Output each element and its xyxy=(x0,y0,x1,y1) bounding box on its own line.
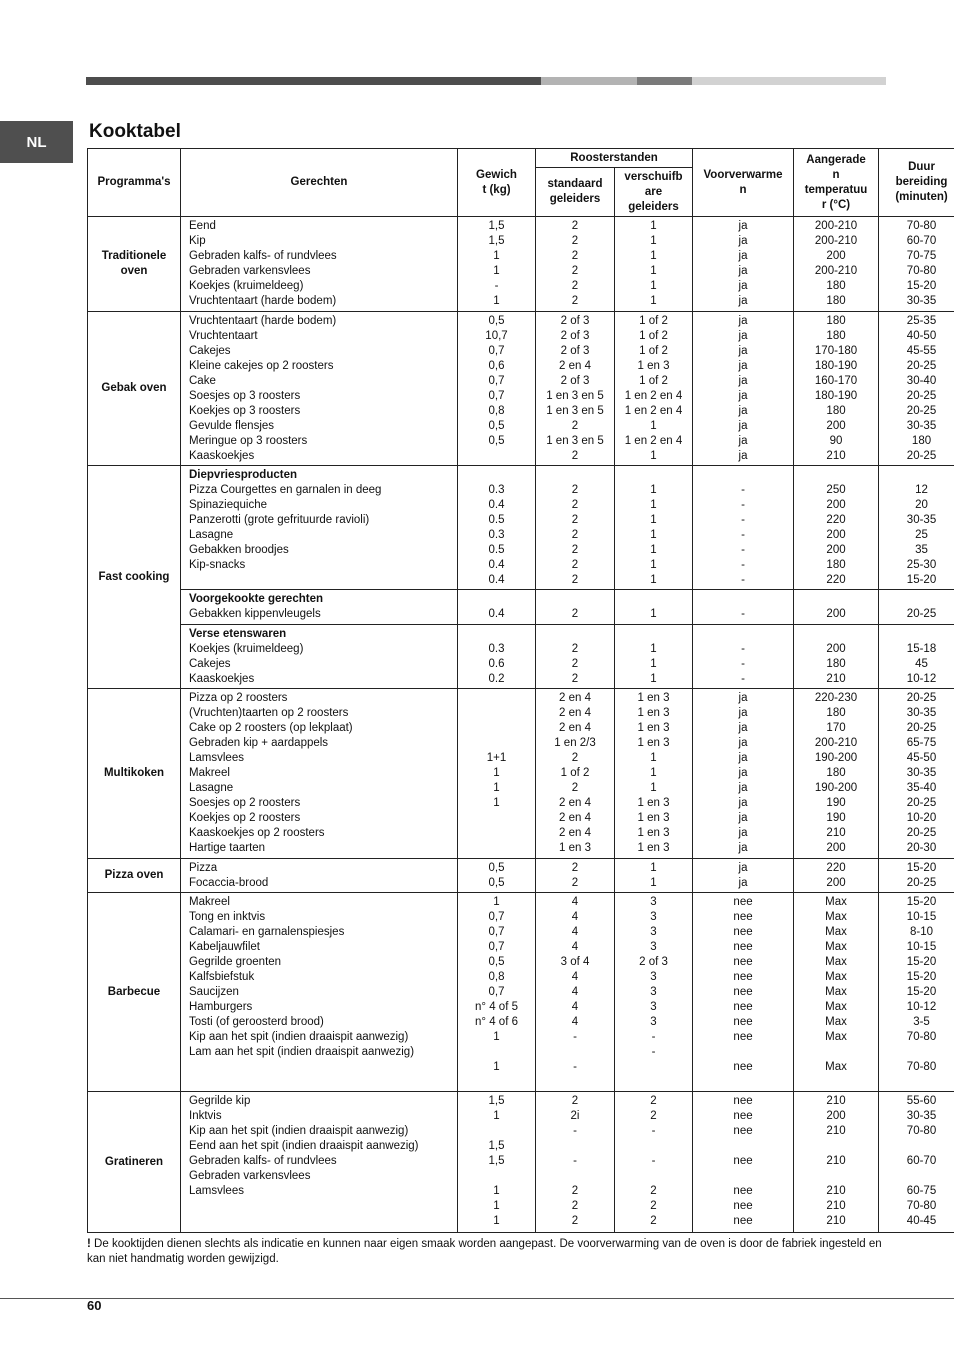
page-number: 60 xyxy=(87,1298,102,1313)
duration-cell-text: 20-25 30-35 20-25 65-75 45-50 30-35 35-40 20-25 10-20 20-25 20-30 xyxy=(906,692,937,854)
header-bar-segment xyxy=(692,77,886,85)
program-name: Pizza oven xyxy=(88,859,181,893)
preheat-cell xyxy=(693,625,794,689)
temperature-cell-text: 200 180 210 xyxy=(826,643,846,685)
duration-cell-text: 15-20 20-25 xyxy=(906,862,937,889)
dish-item: Pizza xyxy=(189,862,218,874)
temperature-cell-text: 210 200 210 210 210 210 210 xyxy=(826,1095,846,1227)
temperature-cell xyxy=(794,689,879,859)
dish-item: (Vruchten)taarten op 2 roosters xyxy=(189,707,349,719)
standard-rack-cell xyxy=(536,312,615,466)
dish-item: Kip-snacks xyxy=(189,559,246,571)
table-row xyxy=(88,689,954,859)
temperature-cell xyxy=(794,1092,879,1233)
standard-rack-cell xyxy=(536,466,615,590)
weight-cell xyxy=(458,689,536,859)
preheat-cell xyxy=(693,1092,794,1233)
table-row xyxy=(88,217,954,312)
sliding-rack-cell-text: 1 1 1 1 1 1 xyxy=(650,220,657,307)
sliding-rack-cell xyxy=(615,893,693,1092)
header-duur: Duur bereiding (minuten) xyxy=(879,149,954,217)
cooking-table xyxy=(87,148,954,1233)
temperature-cell-text: 200-210 200-210 200 200-210 180 180 xyxy=(814,220,858,307)
preheat-cell-text: - - - xyxy=(741,643,745,685)
standard-rack-cell-text: 2 of 3 2 of 3 2 of 3 2 en 4 2 of 3 1 en 3 en 5 1 en 3 en 5 2 1 en 3 en 5 2 xyxy=(546,315,604,462)
program-name: Multikoken xyxy=(88,689,181,859)
dish-item: Cakejes xyxy=(189,345,231,357)
dish-item: Kip xyxy=(189,235,206,247)
sliding-rack-cell xyxy=(615,1092,693,1233)
duration-cell xyxy=(879,217,954,312)
dish-item: Kaaskoekjes op 2 roosters xyxy=(189,827,325,839)
sliding-rack-cell xyxy=(615,859,693,893)
standard-rack-cell-text: 2 2 xyxy=(571,862,579,889)
standard-rack-cell xyxy=(536,859,615,893)
header-color-bar xyxy=(86,77,886,85)
sliding-rack-cell xyxy=(615,590,693,625)
dish-item: Lamsvlees xyxy=(189,752,244,764)
standard-rack-cell-text: 2 xyxy=(571,608,579,620)
weight-cell-text: 1+1 1 1 1 xyxy=(486,752,507,809)
dish-item: Saucijzen xyxy=(189,986,239,998)
standard-rack-cell-text: 2 2 2 2 2 2 2 xyxy=(571,484,579,586)
dish-item: Koekjes (kruimeldeeg) xyxy=(189,643,304,655)
dish-list xyxy=(181,590,458,625)
weight-cell-text: 0.3 0.4 0.5 0.3 0.5 0.4 0.4 xyxy=(488,484,505,586)
sliding-rack-cell-text: 1 of 2 1 of 2 1 of 2 1 en 3 1 of 2 1 en 2 en 4 1 en 2 en 4 1 1 en 2 en 4 1 xyxy=(624,315,683,462)
sliding-rack-cell xyxy=(615,689,693,859)
preheat-cell-text: ja ja xyxy=(738,862,748,889)
weight-cell xyxy=(458,893,536,1092)
dish-item: Kaaskoekjes xyxy=(189,673,255,685)
dish-item: Cakejes xyxy=(189,658,231,670)
dish-item: Gebraden kalfs- of rundvlees xyxy=(189,1155,337,1167)
duration-cell xyxy=(879,312,954,466)
dish-list xyxy=(181,312,458,466)
preheat-cell-text: - xyxy=(741,608,745,620)
duration-cell-text: 25-35 40-50 45-55 20-25 30-40 20-25 20-25 30-35 180 20-25 xyxy=(906,315,937,462)
program-name: Traditionele oven xyxy=(88,217,181,312)
table-body xyxy=(88,217,954,1233)
preheat-cell xyxy=(693,689,794,859)
sliding-rack-cell xyxy=(615,466,693,590)
language-tab: NL xyxy=(0,121,73,163)
temperature-cell-text: 250 200 220 200 200 180 220 xyxy=(826,484,846,586)
dish-item: Koekjes op 3 roosters xyxy=(189,405,301,417)
sliding-rack-cell-text: 1 xyxy=(650,608,657,620)
standard-rack-cell xyxy=(536,893,615,1092)
dish-item: Gebraden varkensvlees xyxy=(189,1170,311,1182)
dish-item: Kleine cakejes op 2 roosters xyxy=(189,360,334,372)
dish-item: Spinaziequiche xyxy=(189,499,268,511)
dish-item: Tosti (of geroosterd brood) xyxy=(189,1016,324,1028)
sliding-rack-cell xyxy=(615,312,693,466)
dish-item: Gebraden kip + aardappels xyxy=(189,737,329,749)
dish-item: Panzerotti (grote gefrituurde ravioli) xyxy=(189,514,370,526)
dish-item: Gegrilde kip xyxy=(189,1095,251,1107)
standard-rack-cell xyxy=(536,590,615,625)
dish-item: Lasagne xyxy=(189,529,234,541)
weight-cell-text: 1 0,7 0,7 0,7 0,5 0,8 0,7 n° 4 of 5 n° 4 of 6 1 1 xyxy=(475,896,518,1073)
duration-cell-text: 12 20 30-35 25 35 25-30 15-20 xyxy=(906,484,937,586)
weight-cell-text: 0,5 10,7 0,7 0,6 0,7 0,7 0,8 0,5 0,5 xyxy=(485,315,508,447)
weight-cell-text: 0.3 0.6 0.2 xyxy=(488,643,505,685)
dish-item: Calamari- en garnalenspiesjes xyxy=(189,926,345,938)
standard-rack-cell xyxy=(536,689,615,859)
dish-item: Pizza Courgettes en garnalen in deeg xyxy=(189,484,382,496)
dish-list xyxy=(181,893,458,1092)
weight-cell xyxy=(458,590,536,625)
weight-cell-text: 0,5 0,5 xyxy=(488,862,505,889)
page-title: Kooktabel xyxy=(89,121,181,142)
dish-item: Gebraden varkensvlees xyxy=(189,265,311,277)
dish-item: Cake op 2 roosters (op lekplaat) xyxy=(189,722,353,734)
temperature-cell xyxy=(794,312,879,466)
dish-list xyxy=(181,689,458,859)
weight-cell xyxy=(458,859,536,893)
program-name: Barbecue xyxy=(88,893,181,1092)
duration-cell-text: 20-25 xyxy=(906,608,937,620)
preheat-cell-text: ja ja ja ja ja ja xyxy=(738,220,748,307)
dish-item: Koekjes (kruimeldeeg) xyxy=(189,280,304,292)
sliding-rack-cell-text: 2 2 - - 2 2 2 xyxy=(650,1095,657,1227)
weight-cell-text: 0.4 xyxy=(488,608,505,620)
dish-item: Hartige taarten xyxy=(189,842,266,854)
preheat-cell xyxy=(693,312,794,466)
duration-cell xyxy=(879,689,954,859)
duration-cell xyxy=(879,590,954,625)
duration-cell xyxy=(879,859,954,893)
temperature-cell xyxy=(794,859,879,893)
dish-item: Focaccia-brood xyxy=(189,877,269,889)
temperature-cell-text: Max Max Max Max Max Max Max Max Max Max Max xyxy=(825,896,847,1073)
dish-category: Verse etenswaren xyxy=(189,628,287,640)
dish-item: Gevulde flensjes xyxy=(189,420,275,432)
header-bar-segment xyxy=(86,77,541,85)
header-programma: Programma's xyxy=(88,149,181,217)
dish-list xyxy=(181,859,458,893)
dish-list xyxy=(181,625,458,689)
dish-item: Kalfsbiefstuk xyxy=(189,971,255,983)
dish-item: Lamsvlees xyxy=(189,1185,244,1197)
temperature-cell-text: 200 xyxy=(826,608,846,620)
header-bar-segment xyxy=(637,77,692,85)
header-temperatuur: Aangerade n temperatuu r (°C) xyxy=(794,149,879,217)
program-name: Gebak oven xyxy=(88,312,181,466)
table-row xyxy=(88,466,954,590)
header-standaard: standaard geleiders xyxy=(536,168,615,217)
note-mark: ! xyxy=(87,1238,91,1250)
preheat-cell-text: ja ja ja ja ja ja ja ja ja ja xyxy=(738,315,748,462)
standard-rack-cell xyxy=(536,625,615,689)
temperature-cell-text: 220 200 xyxy=(826,862,846,889)
dish-item: Eend xyxy=(189,220,216,232)
dish-item: Soesjes op 3 roosters xyxy=(189,390,301,402)
preheat-cell-text: nee nee nee nee nee nee nee nee nee nee nee xyxy=(733,896,753,1073)
table-row xyxy=(88,859,954,893)
dish-item: Inktvis xyxy=(189,1110,222,1122)
dish-list xyxy=(181,466,458,590)
dish-item: Eend aan het spit (indien draaispit aanwezig) xyxy=(189,1140,419,1152)
dish-item: Kabeljauwfilet xyxy=(189,941,260,953)
program-name: Fast cooking xyxy=(88,466,181,689)
temperature-cell-text: 180 180 170-180 180-190 160-170 180-190 180 200 90 210 xyxy=(814,315,858,462)
table-row xyxy=(88,312,954,466)
temperature-cell xyxy=(794,217,879,312)
preheat-cell-text: ja ja ja ja ja ja ja ja ja ja ja xyxy=(738,692,748,854)
temperature-cell xyxy=(794,625,879,689)
sliding-rack-cell-text: 1 1 1 xyxy=(650,643,657,685)
dish-item: Vruchtentaart (harde bodem) xyxy=(189,295,337,307)
preheat-cell xyxy=(693,466,794,590)
sliding-rack-cell-text: 1 1 xyxy=(650,862,657,889)
dish-list xyxy=(181,1092,458,1233)
duration-cell xyxy=(879,1092,954,1233)
weight-cell xyxy=(458,1092,536,1233)
sliding-rack-cell-text: 1 en 3 1 en 3 1 en 3 1 en 3 1 1 1 1 en 3 1 en 3 1 en 3 1 en 3 xyxy=(637,692,670,854)
weight-cell xyxy=(458,312,536,466)
dish-item: Makreel xyxy=(189,767,230,779)
preheat-cell-text: nee nee nee nee nee nee nee xyxy=(733,1095,753,1227)
dish-item: Gebraden kalfs- of rundvlees xyxy=(189,250,337,262)
dish-item: Koekjes op 2 roosters xyxy=(189,812,301,824)
dish-item: Hamburgers xyxy=(189,1001,253,1013)
standard-rack-cell-text: 2 en 4 2 en 4 2 en 4 1 en 2/3 2 1 of 2 2 2 en 4 2 en 4 2 en 4 1 en 3 xyxy=(554,692,596,854)
table-row xyxy=(88,1092,954,1233)
table-row xyxy=(88,590,954,625)
temperature-cell xyxy=(794,466,879,590)
standard-rack-cell-text: 2 2 2 2 2 2 xyxy=(571,220,579,307)
standard-rack-cell xyxy=(536,1092,615,1233)
table-row xyxy=(88,625,954,689)
dish-category: Voorgekookte gerechten xyxy=(189,593,323,605)
duration-cell-text: 55-60 30-35 70-80 60-70 60-75 70-80 40-45 xyxy=(906,1095,937,1227)
duration-cell xyxy=(879,466,954,590)
table-row xyxy=(88,893,954,1092)
duration-cell-text: 15-18 45 10-12 xyxy=(906,643,937,685)
preheat-cell-text: - - - - - - - xyxy=(741,484,745,586)
weight-cell-text: 1,5 1,5 1 1 - 1 xyxy=(488,220,505,307)
weight-cell xyxy=(458,625,536,689)
sliding-rack-cell xyxy=(615,217,693,312)
duration-cell-text: 15-20 10-15 8-10 10-15 15-20 15-20 15-20 10-12 3-5 70-80 70-80 xyxy=(906,896,937,1073)
header-verschuifbaar: verschuifb are geleiders xyxy=(615,168,693,217)
program-name: Gratineren xyxy=(88,1092,181,1233)
dish-item: Lasagne xyxy=(189,782,234,794)
footer-rule xyxy=(0,1298,954,1299)
dish-item: Vruchtentaart xyxy=(189,330,258,342)
sliding-rack-cell-text: 3 3 3 3 2 of 3 3 3 3 3 - - xyxy=(639,896,668,1058)
duration-cell xyxy=(879,625,954,689)
dish-item: Soesjes op 2 roosters xyxy=(189,797,301,809)
dish-item: Gebakken broodjes xyxy=(189,544,289,556)
sliding-rack-cell-text: 1 1 1 1 1 1 1 xyxy=(650,484,657,586)
preheat-cell xyxy=(693,859,794,893)
header-roosterstanden: Roosterstanden xyxy=(536,149,693,168)
dish-item: Makreel xyxy=(189,896,230,908)
weight-cell xyxy=(458,217,536,312)
weight-cell-text: 1,5 1 1,5 1,5 1 1 1 xyxy=(488,1095,505,1227)
dish-item: Cake xyxy=(189,375,216,387)
header-voorverwarmen: Voorverwarme n xyxy=(693,149,794,217)
dish-item: Meringue op 3 roosters xyxy=(189,435,308,447)
dish-item: Pizza op 2 roosters xyxy=(189,692,288,704)
standard-rack-cell xyxy=(536,217,615,312)
temperature-cell-text: 220-230 180 170 200-210 190-200 180 190-200 190 190 210 200 xyxy=(814,692,858,854)
standard-rack-cell-text: 4 4 4 4 3 of 4 4 4 4 4 - - xyxy=(560,896,590,1073)
dish-item: Tong en inktvis xyxy=(189,911,266,923)
sliding-rack-cell xyxy=(615,625,693,689)
preheat-cell xyxy=(693,590,794,625)
standard-rack-cell-text: 2 2 2 xyxy=(571,643,579,685)
dish-item: Vruchtentaart (harde bodem) xyxy=(189,315,337,327)
standard-rack-cell-text: 2 2i - - 2 2 2 xyxy=(570,1095,580,1227)
dish-category: Diepvriesproducten xyxy=(189,469,297,481)
header-bar-segment xyxy=(541,77,637,85)
dish-item: Gegrilde groenten xyxy=(189,956,282,968)
dish-item: Kaaskoekjes xyxy=(189,450,255,462)
weight-cell xyxy=(458,466,536,590)
duration-cell xyxy=(879,893,954,1092)
header-gewicht: Gewich t (kg) xyxy=(458,149,536,217)
dish-list xyxy=(181,217,458,312)
dish-item: Kip aan het spit (indien draaispit aanwezig) xyxy=(189,1031,409,1043)
duration-cell-text: 70-80 60-70 70-75 70-80 15-20 30-35 xyxy=(906,220,937,307)
temperature-cell xyxy=(794,893,879,1092)
footnote xyxy=(87,1237,887,1267)
note-text: De kooktijden dienen slechts als indicatie en kunnen naar eigen smaak worden aangepast. De voorverwarming van de oven is door de fabriek ingesteld en kan niet handmatig worden gewijzigd. xyxy=(87,1238,882,1265)
dish-item: Kip aan het spit (indien draaispit aanwezig) xyxy=(189,1125,409,1137)
dish-item: Lam aan het spit (indien draaispit aanwezig) xyxy=(189,1046,415,1058)
dish-item: Gebakken kippenvleugels xyxy=(189,608,321,620)
preheat-cell xyxy=(693,217,794,312)
preheat-cell xyxy=(693,893,794,1092)
header-gerechten: Gerechten xyxy=(181,149,458,217)
temperature-cell xyxy=(794,590,879,625)
